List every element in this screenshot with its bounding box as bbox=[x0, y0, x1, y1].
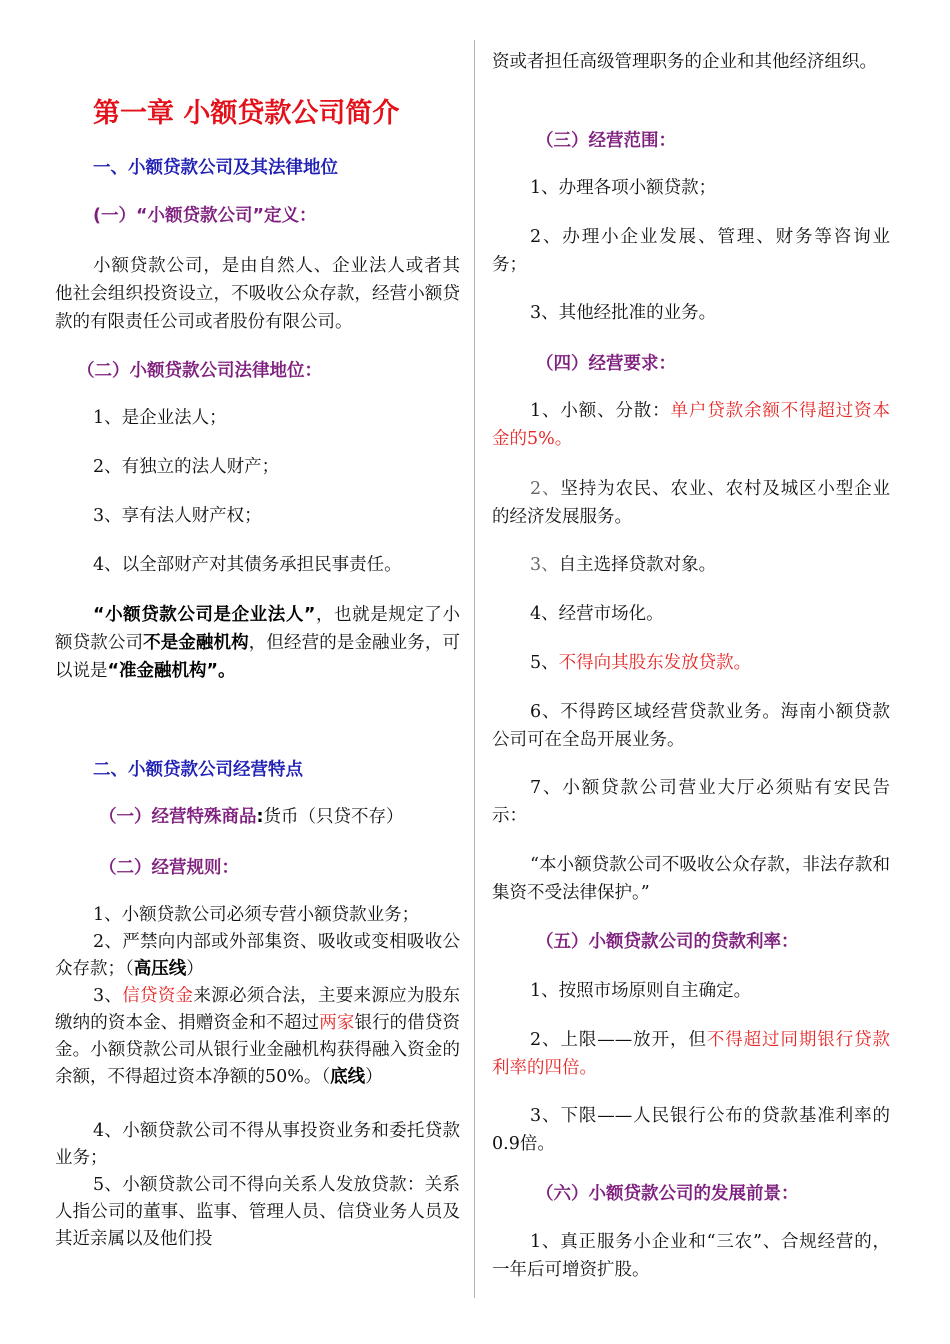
scope-item: 3、其他经批准的业务。 bbox=[530, 303, 717, 323]
sub5-heading: （五）小额贷款公司的贷款利率： bbox=[536, 932, 799, 952]
legal-item: 2、有独立的法人财产； bbox=[93, 457, 280, 477]
note-bold: “小额贷款公司是企业法人” bbox=[93, 605, 316, 625]
requirement-3: 3、自主选择贷款对象。 bbox=[530, 555, 717, 575]
scope-item: 2、办理小企业发展、管理、财务等咨询业务； bbox=[492, 227, 890, 275]
scope-item: 1、办理各项小额贷款； bbox=[530, 178, 717, 198]
requirement-5: 5、不得向其股东发放贷款。 bbox=[530, 653, 752, 673]
requirement-2: 2、坚持为农民、农业、农村及城区小型企业的经济发展服务。 bbox=[492, 479, 890, 527]
definition-paragraph: 小额贷款公司，是由自然人、企业法人或者其他社会组织投资设立，不吸收公众存款，经营小额贷款的有限责任公司或者股份有限公司。 bbox=[55, 256, 460, 332]
sub6-heading: （六）小额贷款公司的发展前景： bbox=[536, 1184, 799, 1204]
s2-sub1-line: （一）经营特殊商品:货币（只贷不存） bbox=[99, 807, 404, 827]
s2-sub1-heading: （一）经营特殊商品 bbox=[99, 807, 257, 827]
emphasis-text: 两家 bbox=[319, 1013, 355, 1033]
s1-sub2-heading: （二）小额贷款公司法律地位： bbox=[77, 361, 322, 381]
rule-1: 1、小额贷款公司必须专营小额贷款业务； bbox=[93, 905, 420, 925]
requirement-7: 7、小额贷款公司营业大厅必须贴有安民告示： bbox=[492, 778, 890, 826]
emphasis-text: 不得超过同期银行贷款利率的四倍。 bbox=[492, 1030, 891, 1078]
legal-item: 3、享有法人财产权； bbox=[93, 506, 262, 526]
requirement-1: 1、小额、分散：单户贷款余额不得超过资本金的5%。 bbox=[492, 401, 891, 449]
emphasis-text: 单户贷款余额不得超过资本金的5%。 bbox=[492, 401, 891, 449]
rate-3: 3、下限——人民银行公布的贷款基准利率的0.9倍。 bbox=[492, 1106, 890, 1154]
requirement-6: 6、不得跨区域经营贷款业务。海南小额贷款公司可在全岛开展业务。 bbox=[492, 702, 890, 750]
s1-sub1-heading: (一）“小额贷款公司”定义： bbox=[93, 206, 317, 226]
note-bold: 不是金融机构 bbox=[143, 633, 249, 653]
emphasis-text: 不得向其股东发放贷款。 bbox=[558, 653, 752, 673]
rule-5-continued: 资或者担任高级管理职务的企业和其他经济组织。 bbox=[492, 52, 877, 72]
rule-5: 5、小额贷款公司不得向关系人发放贷款：关系人指公司的董事、监事、管理人员、信贷业务人员及其近亲属以及他们投 bbox=[55, 1175, 460, 1249]
rule-4: 4、小额贷款公司不得从事投资业务和委托贷款业务； bbox=[55, 1121, 460, 1168]
prospect-1: 1、真正服务小企业和“三农”、合规经营的，一年后可增资扩股。 bbox=[492, 1232, 890, 1280]
legal-item: 1、是企业法人； bbox=[93, 408, 227, 428]
column-divider bbox=[474, 40, 475, 1298]
s2-sub2-heading: （二）经营规则： bbox=[99, 858, 239, 878]
section2-heading: 二、小额贷款公司经营特点 bbox=[93, 760, 303, 780]
section1-heading: 一、小额贷款公司及其法律地位 bbox=[93, 158, 338, 178]
legal-status-note: “小额贷款公司是企业法人”，也就是规定了小额贷款公司不是金融机构，但经营的是金融业务，可以说是“准金融机构”。 bbox=[55, 605, 461, 681]
notice-quote: “本小额贷款公司不吸收公众存款，非法存款和集资不受法律保护。” bbox=[492, 855, 890, 903]
note-bold: “准金融机构”。 bbox=[107, 661, 236, 681]
rule-2: 2、严禁向内部或外部集资、吸收或变相吸收公众存款；（高压线） bbox=[55, 932, 460, 979]
rate-2: 2、上限——放开，但不得超过同期银行贷款利率的四倍。 bbox=[492, 1030, 891, 1078]
requirement-4: 4、经营市场化。 bbox=[530, 604, 664, 624]
legal-item: 4、以全部财产对其债务承担民事责任。 bbox=[93, 555, 402, 575]
chapter-title: 第一章 小额贷款公司简介 bbox=[93, 98, 400, 129]
rate-1: 1、按照市场原则自主确定。 bbox=[530, 981, 752, 1001]
sub4-heading: （四）经营要求： bbox=[536, 354, 676, 374]
sub3-heading: （三）经营范围： bbox=[536, 131, 676, 151]
emphasis-text: 信贷资金 bbox=[122, 986, 194, 1006]
rule-3: 3、信贷资金来源必须合法，主要来源应为股东缴纳的资本金、捐赠资金和不超过两家银行的借贷资金。小额贷款公司从银行业金融机构获得融入资金的余额，不得超过资本净额的50%。（底线） bbox=[55, 986, 461, 1087]
